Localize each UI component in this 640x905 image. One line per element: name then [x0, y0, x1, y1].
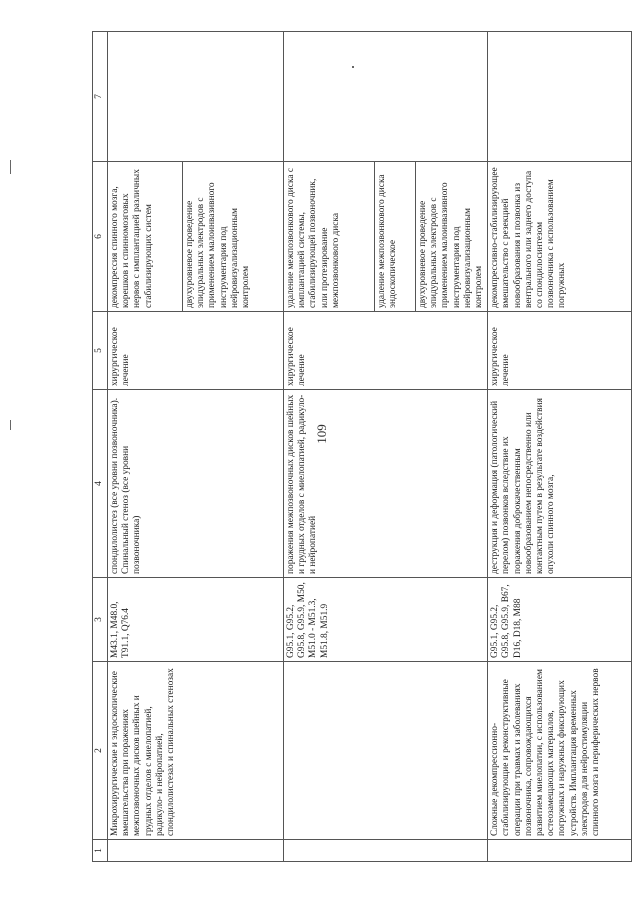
patient-model-cell: поражения межпозвоночных дисков шейных и грудных отделов с миелопатией, радикуло- и нейропатией [284, 390, 488, 578]
method-item: декомпрессия спинного мозга, корешков и спинномозговых нервов с имплантацией различных стабилизирующих систем [108, 162, 183, 311]
intervention-name-cell: Микрохирургические и эндоскопические вмешательства при поражениях межпозвоночных дисков шейных и грудных отделов с миелопатией, радикуло- и нейропатией, спондилолистезах и спинальных стенозах [108, 662, 284, 840]
column-header: 6 [93, 162, 108, 312]
icd-codes-cell: G95.1, G95.2, G95.8, G95.9, M50, M51.0 - M51.3, M51.8, M51.9 [284, 578, 488, 662]
column-header: 3 [93, 578, 108, 662]
row-number-cell [284, 840, 488, 862]
extra-cell [108, 32, 284, 162]
treatment-type-cell: хирургическое лечение [488, 312, 632, 390]
methods-cell [284, 162, 488, 312]
row-number-cell [488, 840, 632, 862]
column-header: 2 [93, 662, 108, 840]
scan-edge-mark [10, 420, 11, 430]
scan-edge-mark [10, 160, 11, 174]
column-header: 4 [93, 390, 108, 578]
intervention-name-cell [284, 662, 488, 840]
column-header: 5 [93, 312, 108, 390]
method-item: двухуровневое проведение эпидуральных электродов с применением малоинвазивного инструментария под нейровизуализационным контролем [418, 182, 485, 308]
icd-codes-cell: G95.1, G95.2, G95.8, G95.9, B67, D16, D18, M88 [488, 578, 632, 662]
methods-cell [488, 162, 632, 312]
header-row [93, 32, 108, 862]
extra-cell [284, 32, 488, 162]
patient-model-cell: спондилолистез (все уровни позвоночника). Спинальный стеноз (все уровни позвоночника) [108, 390, 284, 578]
method-item: декомпрессивно-стабилизирующее вмешательство с резекцией новообразования и позвонка из вентрального или заднего доступа со спондилосинтезом позвоночника с использованием погружных [490, 167, 568, 308]
table-row [488, 32, 632, 862]
table-row [108, 32, 284, 862]
extra-cell [488, 32, 632, 162]
rotated-document-page [92, 32, 632, 862]
patient-model-cell: деструкция и деформация (патологический перелом) позвонков вследствие их поражения доброкачественным новообразованием непосредственно или контактным путем в результате воздействия опухоли спинного мозга, [488, 390, 632, 578]
page-number: 109 [313, 424, 329, 444]
method-item: двухуровневое проведение эпидуральных электродов с применением малоинвазивного инструментария под нейровизуализационным контролем [185, 182, 252, 308]
column-header: 7 [93, 32, 108, 162]
column-header: 1 [93, 840, 108, 862]
row-number-cell [108, 840, 284, 862]
table-row [284, 32, 488, 862]
method-item: удаление межпозвонкового диска эндоскопическое [375, 162, 416, 311]
medical-care-table [92, 31, 632, 862]
treatment-type-cell: хирургическое лечение [284, 312, 488, 390]
icd-codes-cell: M43.1, M48.0, T91.1, Q76.4 [108, 578, 284, 662]
intervention-name-cell: Сложные декомпрессионно-стабилизирующие и реконструктивные операции при травмах и заболеваниях позвоночника, сопровождающихся развитием миелопатии, с использованием остеозамещающих материалов, погружных и наружных фиксирующих устройств. Имплантация временных электродов для нейростимуляции спинного мозга и периферических нервов [488, 662, 632, 840]
method-item: удаление межпозвонкового диска с имплантацией системы, стабилизирующей позвоночник, или протезирование межпозвонкового диска [284, 162, 375, 311]
treatment-type-cell: хирургическое лечение [108, 312, 284, 390]
methods-cell [108, 162, 284, 312]
